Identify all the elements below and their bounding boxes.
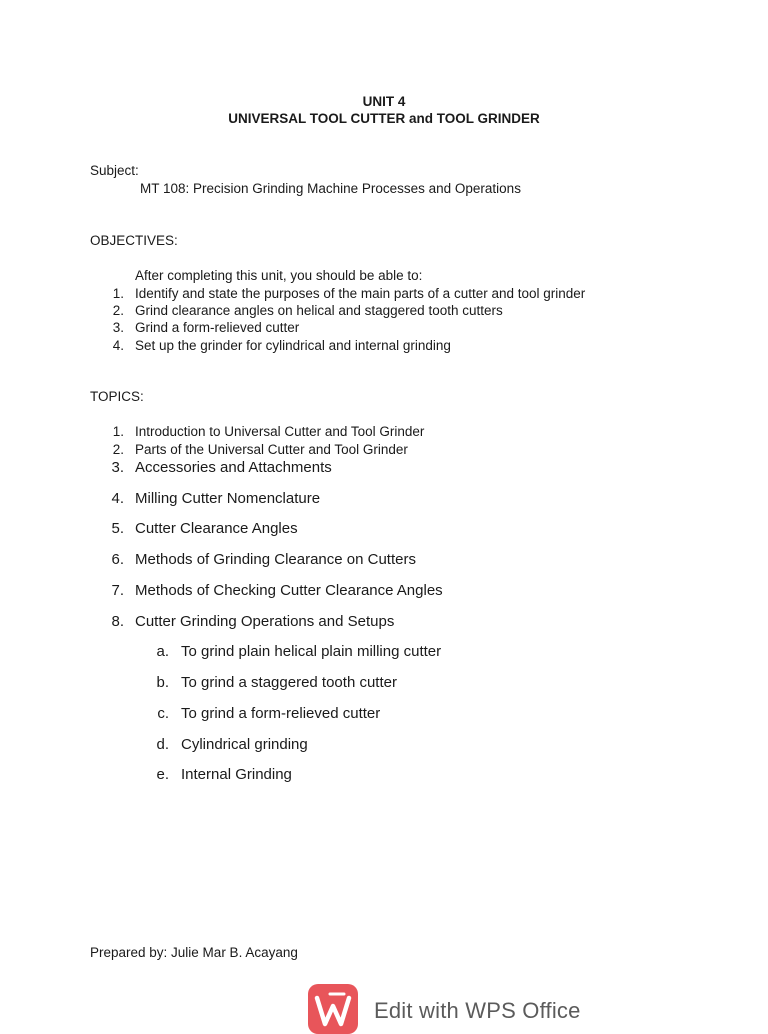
topic-item: Methods of Grinding Clearance on Cutters [135,551,416,568]
subtopic-letter: a. [156,643,169,660]
subtopic-letter: d. [156,736,169,753]
topic-number: 4. [111,490,124,507]
topic-item: Accessories and Attachments [135,459,332,476]
subject-label: Subject: [90,163,139,178]
subtopic-item: Internal Grinding [181,766,292,783]
objectives-intro: After completing this unit, you should be able to: [135,268,423,283]
topic-number: 8. [111,613,124,630]
subtopic-item: To grind a staggered tooth cutter [181,674,397,691]
topic-item: Cutter Grinding Operations and Setups [135,613,395,630]
prepared-by: Prepared by: Julie Mar B. Acayang [90,945,298,960]
wps-edit-label[interactable]: Edit with WPS Office [374,998,581,1023]
topic-number: 2. [112,442,124,457]
objective-number: 4. [112,338,124,353]
topic-item: Methods of Checking Cutter Clearance Angles [135,582,443,599]
subtopic-item: To grind a form-relieved cutter [181,705,381,722]
wps-office-logo-icon [308,984,358,1034]
topic-number: 1. [112,424,124,439]
topic-number: 7. [111,582,124,599]
objectives-heading: OBJECTIVES: [90,233,178,248]
unit-number: UNIT 4 [362,94,406,109]
topic-item: Introduction to Universal Cutter and Tool Grinder [135,424,425,439]
topic-number: 5. [111,520,124,537]
objective-number: 2. [112,303,124,318]
objective-item: Grind a form-relieved cutter [135,320,300,335]
document-title: UNIVERSAL TOOL CUTTER and TOOL GRINDER [228,111,540,126]
subject-value: MT 108: Precision Grinding Machine Processes and Operations [140,181,521,196]
objective-number: 3. [112,320,124,335]
subtopic-item: To grind plain helical plain milling cutter [181,643,442,660]
subtopic-item: Cylindrical grinding [181,736,308,753]
objective-item: Identify and state the purposes of the main parts of a cutter and tool grinder [135,286,586,301]
objective-item: Grind clearance angles on helical and staggered tooth cutters [135,303,503,318]
objective-number: 1. [112,286,124,301]
topic-item: Cutter Clearance Angles [135,520,298,537]
topic-item: Milling Cutter Nomenclature [135,490,321,507]
topics-heading: TOPICS: [90,389,144,404]
topic-number: 6. [111,551,124,568]
topic-item: Parts of the Universal Cutter and Tool Grinder [135,442,408,457]
subtopic-letter: b. [156,674,169,691]
topic-number: 3. [111,459,124,476]
objective-item: Set up the grinder for cylindrical and internal grinding [135,338,451,353]
subtopic-letter: c. [157,705,169,722]
subtopic-letter: e. [156,766,169,783]
wps-watermark[interactable] [308,984,581,1024]
